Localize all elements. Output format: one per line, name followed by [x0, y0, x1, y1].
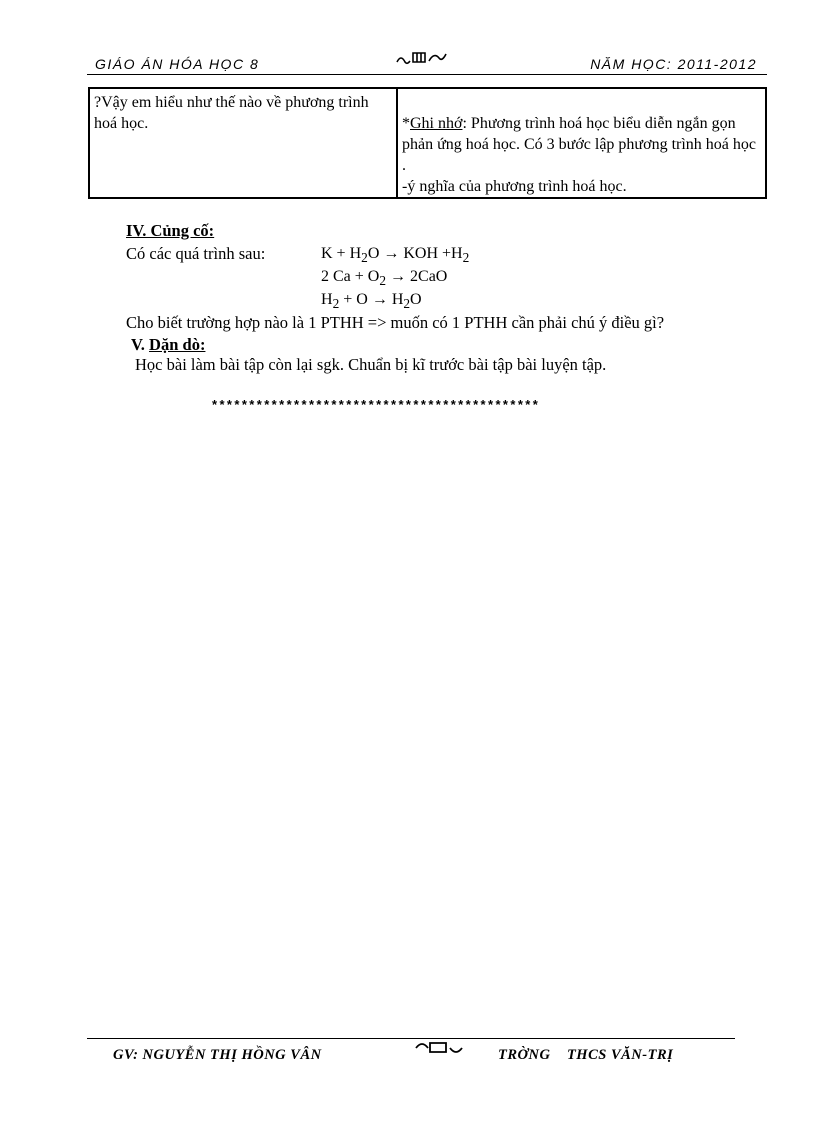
- separator-line: ********************************************: [212, 397, 541, 412]
- eq2-sub-1: 2: [379, 273, 387, 289]
- ornament-icon: [393, 50, 449, 66]
- eq3-part-a: H: [321, 291, 333, 308]
- eq3-sub-2: 2: [403, 296, 411, 312]
- section-5-title: Dặn dò:: [149, 335, 206, 354]
- section-4-question: Cho biết trường hợp nào là 1 PTHH => muốn có 1 PTHH cần phải chú ý điều gì?: [126, 313, 665, 332]
- eq3-part-c: O: [410, 291, 422, 308]
- section-5-heading: [131, 334, 205, 356]
- section-4-intro: Có các quá trình sau:: [126, 244, 266, 263]
- question-text: ?Vậy em hiểu như thế nào về phương trình hoá học.: [94, 94, 369, 132]
- equation-1: [321, 245, 469, 266]
- page-header: [87, 52, 767, 75]
- eq2-part-a: 2 Ca + O: [321, 268, 380, 285]
- eq1-part-b: O → KOH +H: [367, 245, 463, 262]
- equation-3: [321, 291, 422, 312]
- section-5-text: Học bài làm bài tập còn lại sgk. Chuẩn bị kĩ trước bài tập bài luyện tập.: [135, 355, 607, 374]
- eq1-sub-1: 2: [361, 250, 368, 266]
- eq3-sub-1: 2: [332, 296, 340, 312]
- eq2-part-b: → 2CaO: [386, 268, 448, 285]
- eq3-part-b: + O → H: [339, 291, 404, 308]
- eq1-part-a: K + H: [321, 245, 362, 262]
- equation-2: [321, 268, 447, 289]
- note-label: Ghi nhớ: [410, 115, 463, 132]
- footer-school: TRỜNG THCS VĂN-TRỊ: [498, 1047, 674, 1063]
- header-school-year: NĂM HỌC: 2011-2012: [590, 56, 757, 72]
- table-row: [89, 88, 766, 198]
- note-prefix: *: [402, 115, 410, 132]
- question-cell: [89, 88, 397, 198]
- footer-teacher: GV: NGUYỄN THỊ HỒNG VÂN: [113, 1047, 322, 1063]
- section-4-heading: IV. Củng cố:: [126, 221, 215, 240]
- lesson-table: [88, 87, 767, 199]
- eq1-sub-2: 2: [462, 250, 470, 266]
- note-text: : Phương trình hoá học biểu diễn ngắn gọn phản ứng hoá học. Có 3 bước lập phương trình hoá học .: [402, 115, 756, 174]
- note-meaning: -ý nghĩa của phương trình hoá học.: [402, 178, 627, 195]
- footer-ornament-icon: [414, 1040, 464, 1056]
- footer-rule: [87, 1038, 735, 1039]
- section-5-number: V.: [131, 335, 150, 354]
- note-cell: [397, 88, 766, 198]
- header-subject: GIÁO ÁN HÓA HỌC 8: [95, 56, 260, 72]
